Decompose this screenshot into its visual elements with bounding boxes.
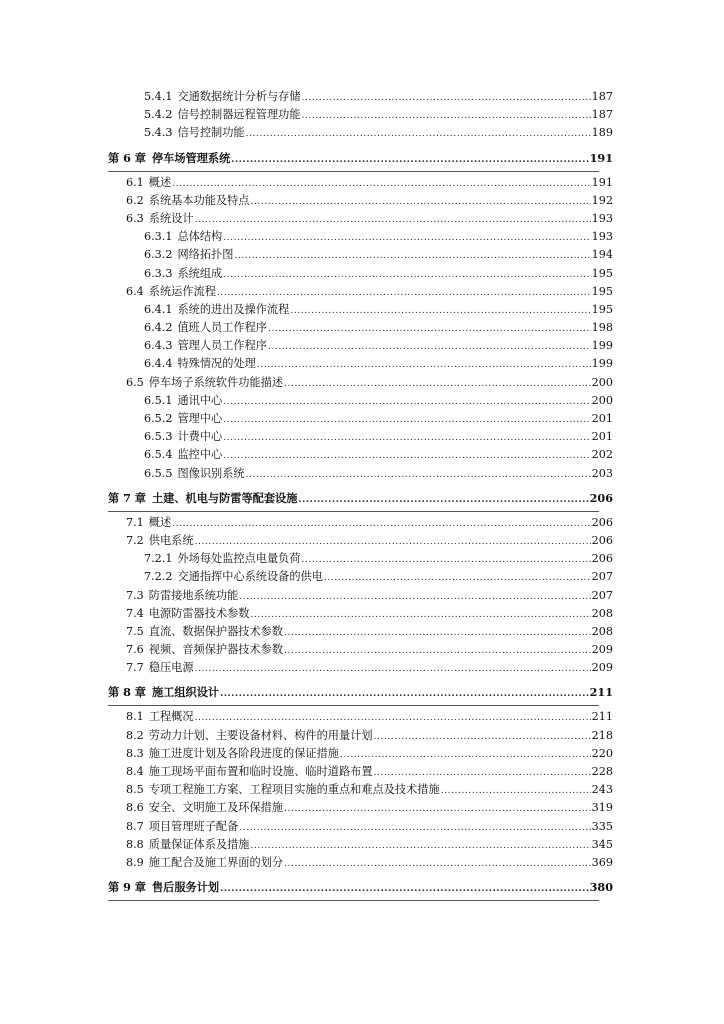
section-title: 稳压电源 <box>148 661 194 675</box>
dot-leader <box>223 229 590 247</box>
dot-leader <box>234 247 590 265</box>
page-number: 209 <box>591 643 613 657</box>
section-title: 质量保证体系及措施 <box>148 837 250 851</box>
section-number: 5.4.3 <box>144 126 173 140</box>
toc-entry[interactable] <box>0 265 613 283</box>
page-number: 209 <box>591 661 613 675</box>
page-number: 201 <box>591 430 613 444</box>
page-number: 208 <box>591 624 613 638</box>
section-title: 施工现场平面布置和临时设施、临时道路布置 <box>148 765 373 778</box>
toc-entry-label <box>126 374 283 392</box>
page-number: 211 <box>589 685 613 700</box>
toc-entry-label <box>126 283 216 301</box>
section-title: 停车场子系统软件功能描述 <box>148 375 284 389</box>
dot-leader <box>284 642 591 660</box>
section-title: 工程概况 <box>148 710 194 724</box>
page-number: 194 <box>591 248 613 262</box>
toc-entry[interactable] <box>0 355 613 373</box>
dot-leader <box>251 606 591 624</box>
section-number: 6.5 <box>126 375 144 389</box>
toc-entry-label <box>144 228 222 246</box>
toc-entry[interactable] <box>0 587 613 605</box>
section-title: 电源防雷器技术参数 <box>148 606 250 620</box>
page-number: 193 <box>591 211 613 225</box>
section-number: 8.8 <box>126 837 144 851</box>
toc-entry[interactable] <box>0 727 613 745</box>
toc-entry-label <box>144 355 256 373</box>
dot-leader <box>223 266 590 284</box>
section-number: 8.6 <box>126 801 144 815</box>
page-number: 218 <box>591 728 613 742</box>
dot-leader <box>284 800 591 818</box>
toc-entry[interactable] <box>0 781 613 799</box>
toc-entry-label <box>108 485 297 511</box>
page-number: 243 <box>591 783 613 797</box>
page-number: 187 <box>591 108 613 122</box>
dot-leader <box>268 320 591 338</box>
toc-entry-label <box>126 659 194 677</box>
section-title: 劳动力计划、主要设备材料、构件的用量计划 <box>148 728 373 742</box>
toc-entry[interactable] <box>0 679 613 705</box>
section-title: 交通数据统计分析与存储 <box>177 90 301 103</box>
page-number: 206 <box>591 533 613 547</box>
toc-entry[interactable] <box>0 124 613 142</box>
page-number: 193 <box>591 230 613 244</box>
section-title: 信号控制器远程管理功能 <box>177 108 301 122</box>
section-number: 6.3.3 <box>144 266 173 280</box>
section-number: 6.5.5 <box>144 466 173 480</box>
section-title: 直流、数据保护器技术参数 <box>148 624 284 638</box>
toc-entry[interactable] <box>0 174 613 192</box>
chapter-number: 第 9 章 <box>108 880 146 895</box>
page-number: 191 <box>591 175 613 189</box>
page-number: 187 <box>591 90 613 103</box>
section-number: 8.4 <box>126 765 144 778</box>
section-title: 系统运作流程 <box>148 284 216 298</box>
dot-leader <box>223 447 590 465</box>
page-number: 380 <box>589 880 613 895</box>
toc-entry[interactable] <box>0 145 613 171</box>
toc-entry[interactable] <box>0 818 613 836</box>
section-title: 外场每处监控点电量负荷 <box>177 552 301 566</box>
toc-entry[interactable] <box>0 210 613 228</box>
toc-entry[interactable] <box>0 428 613 446</box>
section-number: 6.1 <box>126 175 144 189</box>
toc-entry-label <box>126 587 238 605</box>
section-title: 施工进度计划及各阶段进度的保证措施 <box>148 746 339 760</box>
toc-entry-label <box>126 514 171 532</box>
section-number: 6.5.3 <box>144 430 173 444</box>
page-number: 201 <box>591 412 613 425</box>
dot-leader <box>172 515 590 533</box>
toc-entry-label <box>144 106 301 124</box>
dot-leader <box>302 551 591 569</box>
section-title: 图像识别系统 <box>177 466 245 480</box>
page-number: 192 <box>591 193 613 207</box>
toc-entry[interactable] <box>0 465 613 483</box>
toc-entry-label <box>144 246 233 264</box>
dot-leader <box>284 624 591 642</box>
section-number: 8.9 <box>126 855 144 869</box>
section-number: 7.3 <box>126 588 144 602</box>
chapter-number: 第 8 章 <box>108 685 146 700</box>
page-number: 195 <box>591 266 613 280</box>
page-number: 203 <box>591 466 613 480</box>
dot-leader <box>257 356 591 374</box>
page-number: 211 <box>591 710 613 724</box>
section-title: 系统的进出及操作流程 <box>177 302 290 316</box>
dot-leader <box>195 533 591 551</box>
dot-leader <box>340 746 591 764</box>
section-title: 系统基本功能及特点 <box>148 193 250 207</box>
toc-entry-label <box>126 781 440 799</box>
dot-leader <box>231 147 588 173</box>
section-number: 6.2 <box>126 193 144 207</box>
page-number: 228 <box>591 765 613 778</box>
toc-entry-label <box>144 568 323 586</box>
toc-entry-label <box>144 124 245 142</box>
page-number: 319 <box>591 801 613 815</box>
toc-entry[interactable] <box>0 568 613 586</box>
section-title: 项目管理班子配备 <box>148 819 239 833</box>
section-number: 6.4.2 <box>144 321 173 335</box>
page-number: 195 <box>591 284 613 298</box>
section-number: 6.4.4 <box>144 357 173 371</box>
chapter-title: 售后服务计划 <box>151 880 220 895</box>
toc-entry[interactable] <box>0 874 613 900</box>
dot-leader <box>220 681 589 707</box>
toc-entry-label <box>126 799 283 817</box>
toc-entry[interactable] <box>0 763 613 781</box>
page-number: 191 <box>589 150 613 165</box>
section-number: 6.3.2 <box>144 248 173 262</box>
section-title: 计费中心 <box>177 430 223 444</box>
section-title: 系统组成 <box>177 266 223 280</box>
section-number: 7.2.2 <box>144 570 173 584</box>
toc-entry[interactable] <box>0 745 613 763</box>
toc-entry-label <box>144 410 222 428</box>
toc-entry-label <box>126 641 283 659</box>
section-title: 概述 <box>148 175 172 189</box>
dot-leader <box>223 429 590 447</box>
toc-entry[interactable] <box>0 550 613 568</box>
toc-entry[interactable] <box>0 228 613 246</box>
toc-entry-label <box>126 210 194 228</box>
toc-entry[interactable] <box>0 283 613 301</box>
section-number: 6.5.2 <box>144 412 173 425</box>
toc-entry[interactable] <box>0 836 613 854</box>
section-number: 5.4.2 <box>144 108 173 122</box>
toc-entry[interactable] <box>0 854 613 872</box>
section-number: 6.4.3 <box>144 339 173 353</box>
page-number: 198 <box>591 321 613 335</box>
section-title: 供电系统 <box>148 533 194 547</box>
section-title: 系统设计 <box>148 211 194 225</box>
toc-entry[interactable] <box>0 88 613 106</box>
page-number: 206 <box>591 552 613 566</box>
dot-leader <box>251 837 591 855</box>
dot-leader <box>195 211 591 229</box>
section-title: 安全、文明施工及环保措施 <box>148 801 284 815</box>
section-title: 监控中心 <box>177 448 223 462</box>
toc-entry[interactable] <box>0 605 613 623</box>
dot-leader <box>239 588 590 606</box>
toc-entry[interactable] <box>0 301 613 319</box>
section-title: 交通指挥中心系统设备的供电 <box>177 570 323 584</box>
dot-leader <box>298 487 588 513</box>
section-number: 7.2 <box>126 533 144 547</box>
toc-entry-label <box>108 145 230 171</box>
section-title: 值班人员工作程序 <box>177 321 267 335</box>
dot-leader <box>302 107 591 125</box>
toc-entry-label <box>144 301 289 319</box>
chapter-divider <box>108 705 599 706</box>
page-number: 335 <box>591 819 613 833</box>
toc-entry-label <box>144 265 222 283</box>
toc-entry[interactable] <box>0 799 613 817</box>
chapter-number: 第 6 章 <box>108 150 146 165</box>
toc-entry[interactable] <box>0 623 613 641</box>
page-number: 207 <box>591 570 613 584</box>
section-number: 8.1 <box>126 710 144 724</box>
section-number: 7.7 <box>126 661 144 675</box>
toc-entry-label <box>108 874 219 900</box>
section-title: 视频、音频保护器技术参数 <box>148 643 284 657</box>
page-number: 189 <box>591 126 613 140</box>
section-number: 6.5.1 <box>144 393 173 407</box>
dot-leader <box>284 855 591 873</box>
dot-leader <box>284 375 591 393</box>
section-title: 通讯中心 <box>177 393 223 407</box>
dot-leader <box>217 284 591 302</box>
toc-entry-label <box>126 745 339 763</box>
section-title: 防雷接地系统功能 <box>148 588 239 602</box>
toc-entry[interactable] <box>0 532 613 550</box>
dot-leader <box>239 819 590 837</box>
page-number: 207 <box>591 588 613 602</box>
toc-entry[interactable] <box>0 392 613 410</box>
toc-entry-label <box>144 446 222 464</box>
section-number: 7.5 <box>126 624 144 638</box>
page-number: 206 <box>591 515 613 529</box>
section-number: 8.2 <box>126 728 144 742</box>
toc-entry-label <box>144 392 222 410</box>
section-title: 管理人员工作程序 <box>177 339 267 353</box>
section-number: 6.4.1 <box>144 302 173 316</box>
page-number: 206 <box>589 490 613 505</box>
section-number: 7.6 <box>126 643 144 657</box>
page-number: 202 <box>591 448 613 462</box>
toc-entry[interactable] <box>0 374 613 392</box>
dot-leader <box>268 338 591 356</box>
section-title: 信号控制功能 <box>177 126 245 140</box>
page-number: 199 <box>591 339 613 353</box>
toc-entry-label <box>126 818 238 836</box>
toc-entry-label <box>126 763 373 781</box>
page-number: 369 <box>591 855 613 869</box>
toc-entry-label <box>126 532 194 550</box>
toc-entry-label <box>126 836 250 854</box>
chapter-title: 停车场管理系统 <box>151 150 231 165</box>
page-number: 200 <box>591 393 613 407</box>
dot-leader <box>223 393 590 411</box>
toc-entry-label <box>126 727 373 745</box>
table-of-contents <box>0 88 724 900</box>
section-title: 概述 <box>148 515 172 529</box>
chapter-divider <box>108 511 599 512</box>
dot-leader <box>302 89 591 107</box>
toc-entry[interactable] <box>0 708 613 726</box>
toc-entry-label <box>144 319 267 337</box>
dot-leader <box>290 302 590 320</box>
dot-leader <box>324 569 591 587</box>
toc-entry-label <box>144 428 222 446</box>
toc-entry-label <box>126 623 283 641</box>
page-number: 200 <box>591 375 613 389</box>
toc-entry[interactable] <box>0 641 613 659</box>
toc-entry[interactable] <box>0 485 613 511</box>
toc-entry-label <box>126 708 194 726</box>
section-number: 7.1 <box>126 515 144 529</box>
chapter-title: 土建、机电与防雷等配套设施 <box>151 490 298 505</box>
dot-leader <box>441 782 591 800</box>
section-number: 8.5 <box>126 783 144 797</box>
toc-entry-label <box>126 854 283 872</box>
toc-entry-label <box>144 88 301 106</box>
toc-entry-label <box>126 192 250 210</box>
toc-entry-label <box>126 605 250 623</box>
dot-leader <box>220 876 589 902</box>
chapter-number: 第 7 章 <box>108 490 146 505</box>
toc-entry[interactable] <box>0 514 613 532</box>
toc-entry[interactable] <box>0 337 613 355</box>
toc-entry[interactable] <box>0 192 613 210</box>
dot-leader <box>251 193 591 211</box>
section-title: 管理中心 <box>177 412 223 425</box>
section-number: 7.4 <box>126 606 144 620</box>
page-number: 195 <box>591 302 613 316</box>
dot-leader <box>246 125 591 143</box>
toc-entry-label <box>108 679 219 705</box>
page-number: 220 <box>591 746 613 760</box>
dot-leader <box>223 411 590 429</box>
toc-entry-label <box>144 465 245 483</box>
chapter-divider <box>108 900 599 901</box>
dot-leader <box>374 764 591 782</box>
page-number: 208 <box>591 606 613 620</box>
toc-entry[interactable] <box>0 446 613 464</box>
toc-entry-label <box>126 174 171 192</box>
dot-leader <box>374 728 591 746</box>
section-number: 6.3 <box>126 211 144 225</box>
toc-entry[interactable] <box>0 410 613 428</box>
toc-entry[interactable] <box>0 106 613 124</box>
dot-leader <box>172 175 590 193</box>
chapter-divider <box>108 171 599 172</box>
section-number: 6.5.4 <box>144 448 173 462</box>
toc-entry-label <box>144 550 301 568</box>
section-number: 6.4 <box>126 284 144 298</box>
toc-entry[interactable] <box>0 659 613 677</box>
page-number: 345 <box>591 837 613 851</box>
toc-entry-label <box>144 337 267 355</box>
toc-entry[interactable] <box>0 319 613 337</box>
dot-leader <box>195 709 591 727</box>
section-title: 网络拓扑图 <box>177 248 234 262</box>
section-title: 施工配合及施工界面的划分 <box>148 855 284 869</box>
dot-leader <box>195 660 591 678</box>
toc-entry[interactable] <box>0 246 613 264</box>
section-number: 6.3.1 <box>144 230 173 244</box>
section-number: 8.7 <box>126 819 144 833</box>
section-title: 总体结构 <box>177 230 223 244</box>
section-number: 8.3 <box>126 746 144 760</box>
section-number: 5.4.1 <box>144 90 173 103</box>
chapter-title: 施工组织设计 <box>151 685 220 700</box>
page-number: 199 <box>591 357 613 371</box>
section-number: 7.2.1 <box>144 552 173 566</box>
dot-leader <box>246 466 591 484</box>
section-title: 专项工程施工方案、工程项目实施的重点和难点及技术措施 <box>148 783 440 797</box>
section-title: 特殊情况的处理 <box>177 357 256 371</box>
